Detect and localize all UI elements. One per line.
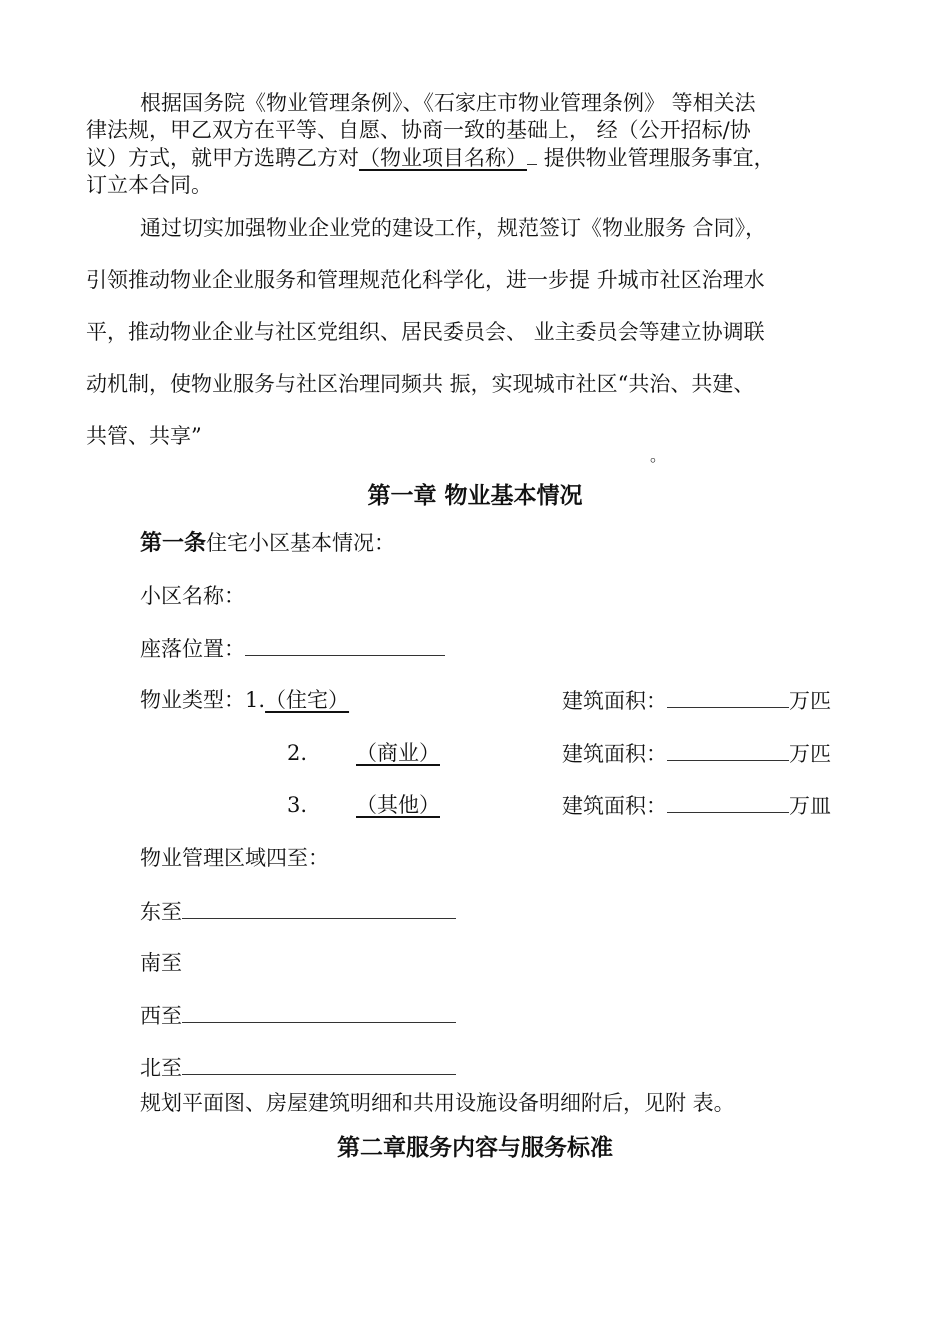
party-period: 。 — [650, 446, 667, 465]
appendix-note: 规划平面图、房屋建筑明细和共用设施设备明细附后，见附 表。 — [140, 1091, 735, 1115]
article-1-lead: 第一条 — [140, 531, 207, 556]
area-row-2 — [562, 740, 831, 767]
area-row-1 — [562, 687, 831, 714]
area-row-3 — [562, 792, 831, 819]
type-2-num: 2. — [287, 741, 308, 765]
party-line-5: 共管、共享” — [86, 424, 202, 448]
party-line-4: 动机制，使物业服务与社区治理同频共 振，实现城市社区“共治、共建、 — [86, 372, 755, 396]
north-blank — [182, 1054, 456, 1075]
west-blank — [182, 1002, 456, 1023]
location-label: 座落位置： — [140, 637, 245, 661]
area-3-blank — [667, 792, 789, 813]
north-row — [140, 1054, 456, 1081]
chapter-1-title: 第一章 物业基本情况 — [367, 483, 583, 509]
type-row-1 — [140, 687, 349, 713]
type-label: 物业类型： — [140, 688, 245, 712]
intro-line-4: 订立本合同。 — [86, 173, 212, 197]
area-1-blank — [667, 687, 789, 708]
type-3-num: 3. — [287, 793, 308, 817]
area-2-label: 建筑面积： — [562, 742, 667, 766]
area-3-label: 建筑面积： — [562, 794, 667, 818]
type-2-name: （商业） — [356, 741, 440, 765]
east-label: 东至 — [140, 900, 182, 924]
east-row — [140, 898, 456, 925]
south-label: 南至 — [140, 951, 182, 975]
type-1-name: （住宅） — [265, 688, 350, 712]
area-2-unit: 万匹 — [789, 742, 831, 766]
area-1-label: 建筑面积： — [562, 689, 667, 713]
article-1 — [140, 530, 395, 557]
intro-line-1: 根据国务院《物业管理条例》、《石家庄市物业管理条例》 等相关法 — [140, 91, 756, 115]
location-blank — [245, 635, 445, 656]
east-blank — [182, 898, 456, 919]
north-label: 北至 — [140, 1056, 182, 1080]
intro-line-3-post: 提供物业管理服务事宜， — [543, 146, 775, 170]
type-1-num: 1. — [245, 688, 266, 712]
type-3-name: （其他） — [356, 793, 440, 817]
west-row — [140, 1002, 456, 1029]
west-label: 西至 — [140, 1004, 182, 1028]
intro-line-3 — [86, 144, 775, 171]
intro-line-2: 律法规，甲乙双方在平等、自愿、协商一致的基础上， 经（公开招标/协 — [86, 118, 751, 142]
area-3-unit: 万皿 — [789, 794, 831, 818]
party-line-2: 引领推动物业企业服务和管理规范化科学化，进一步提 升城市社区治理水 — [86, 268, 765, 292]
south-row — [140, 950, 182, 976]
area-1-unit: 万匹 — [789, 689, 831, 713]
boundary-label: 物业管理区域四至： — [140, 846, 329, 870]
community-name-label: 小区名称： — [140, 584, 245, 608]
chapter-2-title: 第二章服务内容与服务标准 — [337, 1135, 613, 1161]
intro-line-3-pre: 议）方式，就甲方选聘乙方对 — [86, 146, 359, 170]
party-line-1: 通过切实加强物业企业党的建设工作，规范签订《物业服务 合同》， — [140, 216, 767, 240]
article-1-text: 住宅小区基本情况： — [206, 531, 396, 555]
area-2-blank — [667, 740, 789, 761]
party-line-3: 平，推动物业企业与社区党组织、居民委员会、 业主委员会等建立协调联 — [86, 320, 765, 344]
location-row — [140, 635, 445, 662]
project-name-field: （物业项目名称） — [359, 146, 527, 170]
